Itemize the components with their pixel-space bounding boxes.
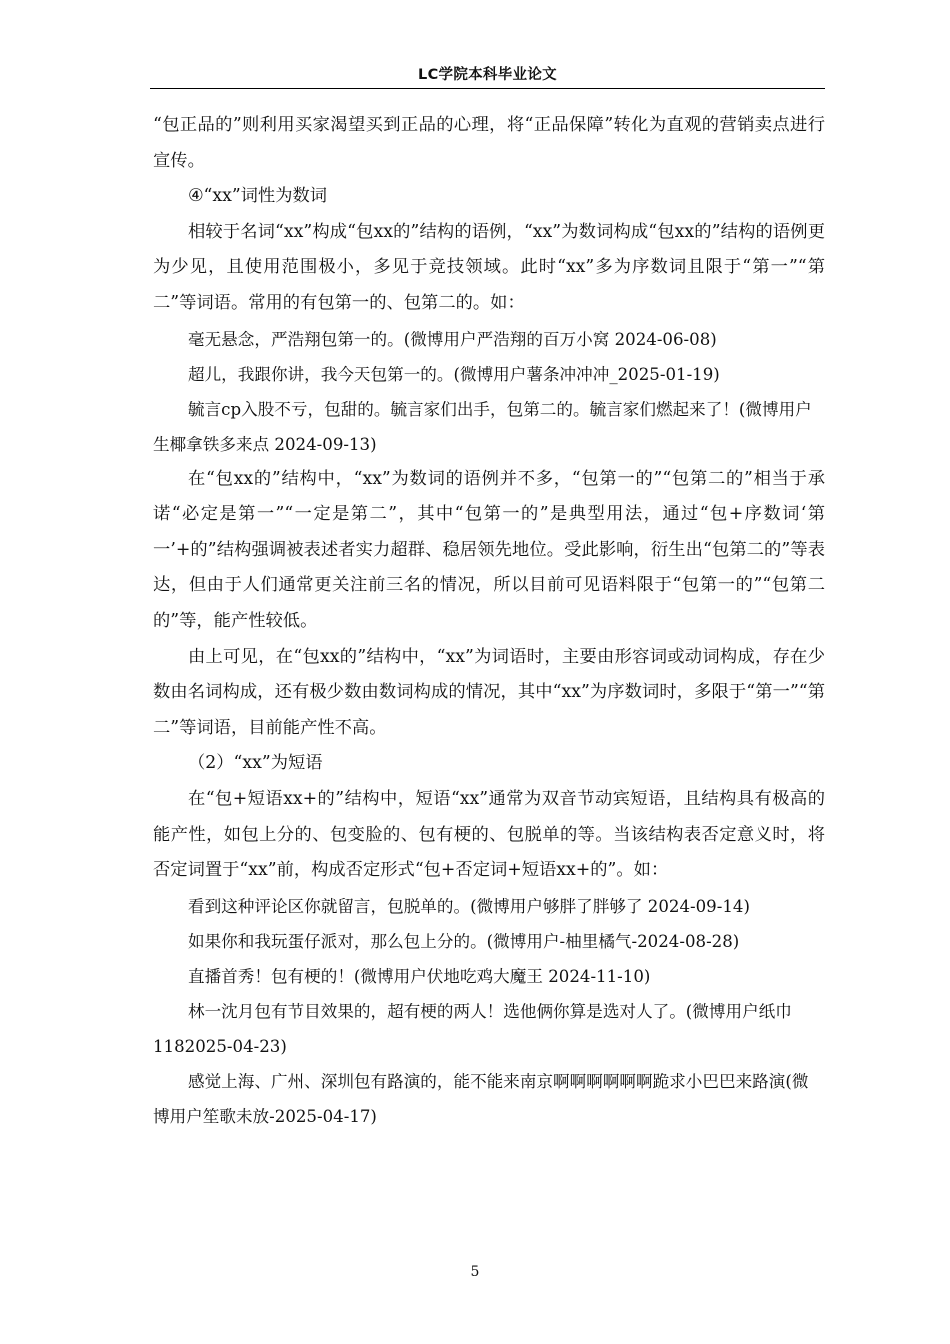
example-sentence: 如果你和我玩蛋仔派对，那么包上分的。(微博用户-柚里橘气-2024-08-28) bbox=[188, 931, 740, 951]
example-sentence: 毫无悬念，严浩翔包第一的。(微博用户严浩翔的百万小窝 2024-06-08) bbox=[188, 329, 717, 349]
page-header-title: LC学院本科毕业论文 bbox=[418, 67, 557, 83]
page-number: 5 bbox=[470, 1264, 480, 1280]
example-sentence: 林一沈月包有节目效果的，超有梗的两人！选他俩你算是选对人了。(微博用户纸巾 1182025-04-23) bbox=[153, 1001, 792, 1056]
subheading-phrase-type: （2）“xx”为短语 bbox=[188, 753, 323, 774]
header-rule bbox=[150, 88, 825, 89]
example-sentence: 毓言cp入股不亏，包甜的。毓言家们出手，包第二的。毓言家们燃起来了！(微博用户生椰拿铁多来点 2024-09-13) bbox=[153, 399, 812, 454]
example-sentence: 看到这种评论区你就留言，包脱单的。(微博用户够胖了胖够了 2024-09-14) bbox=[188, 896, 750, 916]
paragraph: 相较于名词“xx”构成“包xx的”结构的语例，“xx”为数词构成“包xx的”结构的语例更为少见，且使用范围极小，多见于竞技领域。此时“xx”多为序数词且限于“第一”“第二”等词语。常用的有包第一的、包第二的。如： bbox=[153, 221, 825, 313]
paragraph: 在“包+短语xx+的”结构中，短语“xx”通常为双音节动宾短语，且结构具有极高的能产性，如包上分的、包变脸的、包有梗的、包脱单的等。当该结构表否定意义时，将否定词置于“xx”前，构成否定形式“包+否定词+短语xx+的”。如： bbox=[153, 788, 825, 881]
example-sentence: 直播首秀！包有梗的！(微博用户伏地吃鸡大魔王 2024-11-10) bbox=[188, 966, 651, 986]
example-sentence: 超儿，我跟你讲，我今天包第一的。(微博用户薯条冲冲冲_2025-01-19) bbox=[188, 364, 720, 384]
paragraph: “包正品的”则利用买家渴望买到正品的心理，将“正品保障”转化为直观的营销卖点进行宣传。 bbox=[153, 115, 825, 171]
paragraph: 由上可见，在“包xx的”结构中，“xx”为词语时，主要由形容词或动词构成，存在少数由名词构成，还有极少数由数词构成的情况，其中“xx”为序数词时，多限于“第一”“第二”等词语，目前能产性不高。 bbox=[153, 646, 825, 738]
page-body bbox=[153, 108, 825, 1134]
subheading-numeral-type: ④“xx”词性为数词 bbox=[188, 186, 328, 207]
paragraph: 在“包xx的”结构中，“xx”为数词的语例并不多，“包第一的”“包第二的”相当于承诺“必定是第一”“一定是第二”，其中“包第一的”是典型用法，通过“包+序数词‘第一’+的”结构强调被表述者实力超群、稳居领先地位。受此影响，衍生出“包第二的”等表达，但由于人们通常更关注前三名的情况，所以目前可见语料限于“包第一的”“包第二的”等，能产性较低。 bbox=[153, 468, 825, 631]
example-sentence: 感觉上海、广州、深圳包有路演的，能不能来南京啊啊啊啊啊啊跪求小巴巴来路演(微博用户笙歌未放-2025-04-17) bbox=[153, 1071, 809, 1126]
